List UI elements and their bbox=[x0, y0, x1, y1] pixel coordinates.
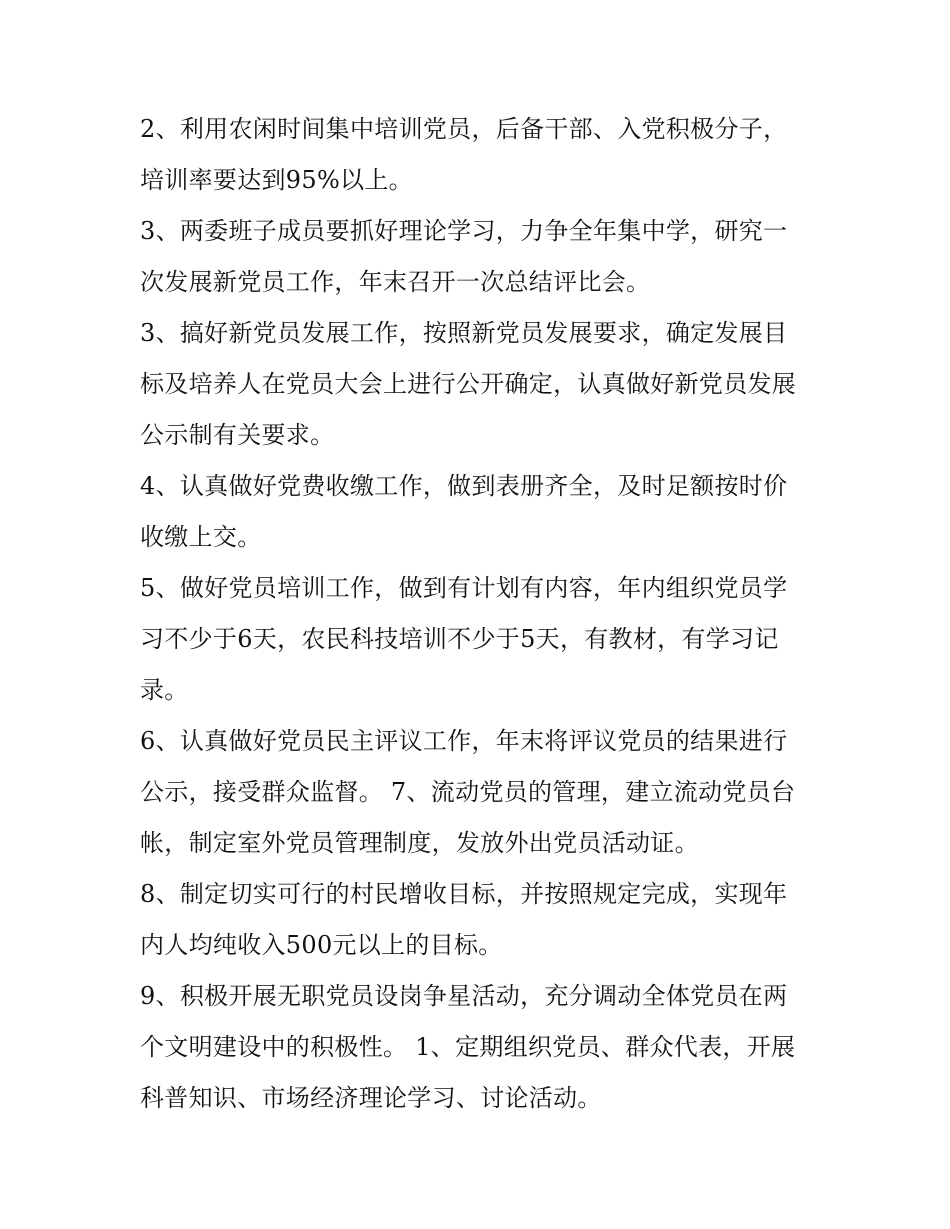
text-line: 帐，制定室外党员管理制度，发放外出党员活动证。 bbox=[140, 829, 699, 857]
text-line: 次发展新党员工作，年末召开一次总结评比会。 bbox=[140, 268, 651, 296]
text-line: 科普知识、市场经济理论学习、讨论活动。 bbox=[140, 1084, 602, 1112]
text-line: 5、做好党员培训工作，做到有计划有内容，年内组织党员学 bbox=[140, 574, 788, 602]
text-line: 录。 bbox=[140, 676, 189, 704]
text-line: 个文明建设中的积极性。 1、定期组织党员、群众代表，开展 bbox=[140, 1033, 796, 1061]
text-line: 公示，接受群众监督。 7、流动党员的管理，建立流动党员台 bbox=[140, 778, 796, 806]
text-line: 标及培养人在党员大会上进行公开确定，认真做好新党员发展 bbox=[140, 370, 797, 398]
text-line: 6、认真做好党员民主评议工作，年末将评议党员的结果进行 bbox=[140, 727, 788, 755]
text-line: 9、积极开展无职党员设岗争星活动，充分调动全体党员在两 bbox=[140, 982, 788, 1010]
text-line: 习不少于6天，农民科技培训不少于5天，有教材，有学习记 bbox=[140, 625, 779, 653]
text-line: 4、认真做好党费收缴工作，做到表册齐全，及时足额按时价 bbox=[140, 472, 788, 500]
text-line: 8、制定切实可行的村民增收目标，并按照规定完成，实现年 bbox=[140, 880, 788, 908]
text-line: 内人均纯收入500元以上的目标。 bbox=[140, 931, 503, 959]
text-line: 3、两委班子成员要抓好理论学习，力争全年集中学，研究一 bbox=[140, 217, 788, 245]
text-line: 2、利用农闲时间集中培训党员，后备干部、入党积极分子， bbox=[140, 115, 788, 143]
text-line: 3、搞好新党员发展工作，按照新党员发展要求，确定发展目 bbox=[140, 319, 788, 347]
text-line: 培训率要达到95%以上。 bbox=[140, 166, 413, 194]
text-line: 公示制有关要求。 bbox=[140, 421, 335, 449]
document-body bbox=[140, 104, 820, 1124]
text-line: 收缴上交。 bbox=[140, 523, 262, 551]
